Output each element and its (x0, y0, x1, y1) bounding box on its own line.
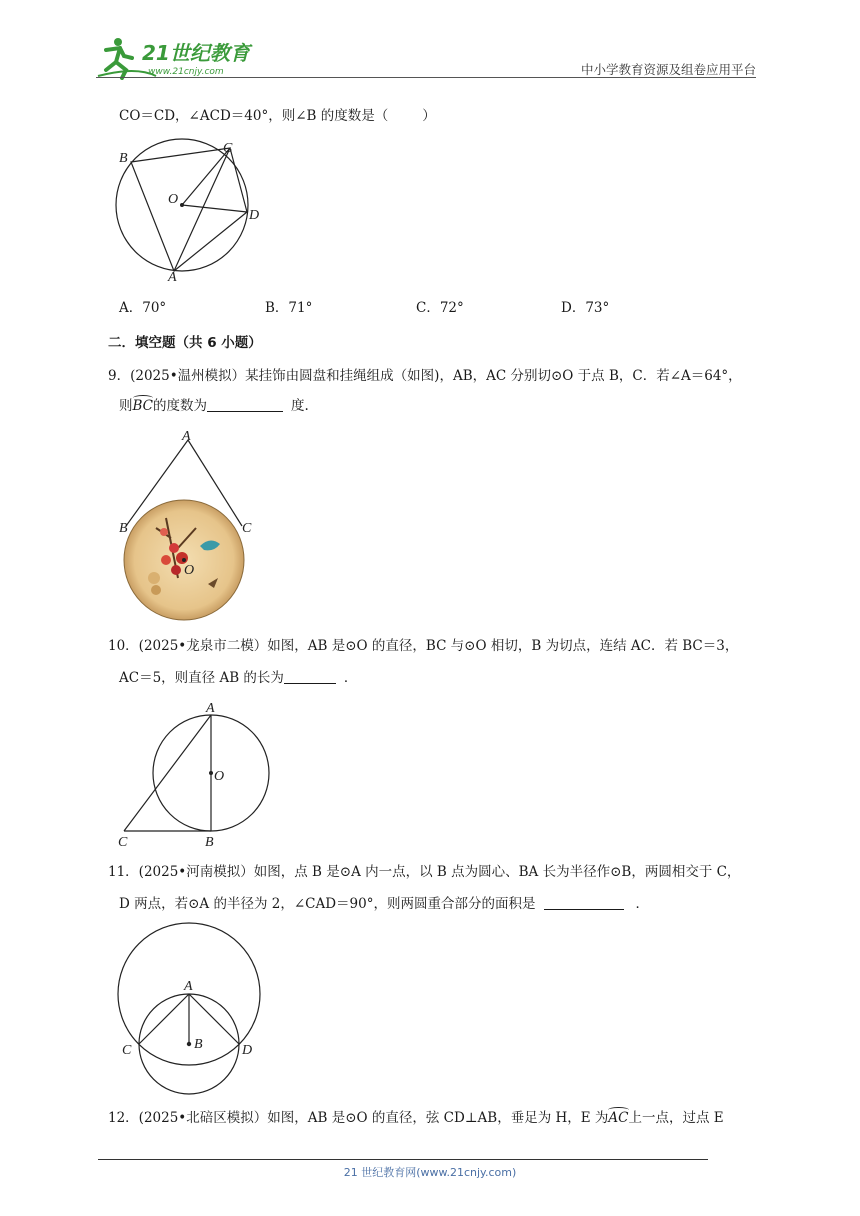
q8-option-b: B．71° (265, 300, 313, 316)
q11-label-d: D (242, 1043, 253, 1058)
header-divider (96, 77, 756, 78)
q8-figure (110, 134, 270, 284)
header-platform-text: 中小学教育资源及组卷应用平台 (580, 62, 756, 77)
footer-divider (98, 1159, 708, 1160)
q8-label-o: O (168, 192, 179, 207)
q10-line1: 10．(2025•龙泉市二模）如图，AB 是⊙O 的直径，BC 与⊙O 相切，B 为切点，连结 AC．若 BC＝3， (108, 638, 739, 654)
q8-stem (119, 106, 436, 126)
q11-label-a: A (184, 979, 193, 994)
q10-label-b: B (205, 835, 214, 850)
q8-option-a: A．70° (119, 300, 167, 316)
logo-url: www.21cnjy.com (148, 67, 224, 77)
q8-stem-text: CO＝CD，∠ACD＝40°，则∠B 的度数是（ (119, 108, 389, 124)
q9-answer-blank[interactable] (207, 397, 283, 412)
footer-text[interactable]: 21 世纪教育网(www.21cnjy.com) (343, 1166, 517, 1179)
q8-label-d: D (249, 208, 260, 223)
q9-label-b: B (119, 521, 128, 536)
q12-line1: 12．(2025•北碚区模拟）如图，AB 是⊙O 的直径，弦 CD⊥AB，垂足为 H，E 为 AC上一点，过点 E (108, 1108, 724, 1128)
q11-line1: 11．(2025•河南模拟）如图，点 B 是⊙A 内一点，以 B 点为圆心、BA 长为半径作⊙B，两圆相交于 C， (108, 864, 741, 880)
q11-figure (114, 918, 266, 1098)
q9-arc: BC (133, 398, 154, 414)
q11-label-c: C (122, 1043, 132, 1058)
q11-line2: D 两点，若⊙A 的半径为 2，∠CAD＝90°，则两圆重合部分的面积是 ． (119, 896, 649, 912)
q10-figure (114, 698, 274, 850)
q9-label-a: A (182, 429, 191, 444)
q8-option-d: D．73° (561, 300, 610, 316)
q10-answer-blank[interactable] (284, 669, 336, 684)
q8-label-a: A (168, 270, 177, 284)
q10-label-o: O (214, 769, 225, 784)
q9-figure (116, 428, 258, 622)
q9-line2: 则 BC的度数为 度. (119, 396, 309, 416)
q11-answer-blank[interactable] (544, 895, 624, 910)
site-logo (96, 36, 266, 80)
q11-label-b: B (194, 1037, 203, 1052)
q12-arc: AC (608, 1110, 628, 1126)
q9-label-c: C (242, 521, 252, 536)
logo-text: 21世纪教育 (142, 41, 250, 65)
q8-label-c: C (223, 141, 233, 156)
q9-label-o: O (184, 563, 195, 578)
q10-label-c: C (118, 835, 128, 850)
q10-line2: AC＝5，则直径 AB 的长为 ． (119, 670, 358, 686)
q8-label-b: B (119, 151, 128, 166)
section-title: 二．填空题（共 6 小题） (108, 335, 262, 351)
q8-stem-close: ） (422, 108, 436, 124)
q9-line1: 9．(2025•温州模拟）某挂饰由圆盘和挂绳组成（如图)，AB，AC 分别切⊙O 于点 B，C．若∠A＝64°， (108, 368, 742, 384)
q8-option-c: C．72° (416, 300, 464, 316)
q10-label-a: A (206, 701, 215, 716)
